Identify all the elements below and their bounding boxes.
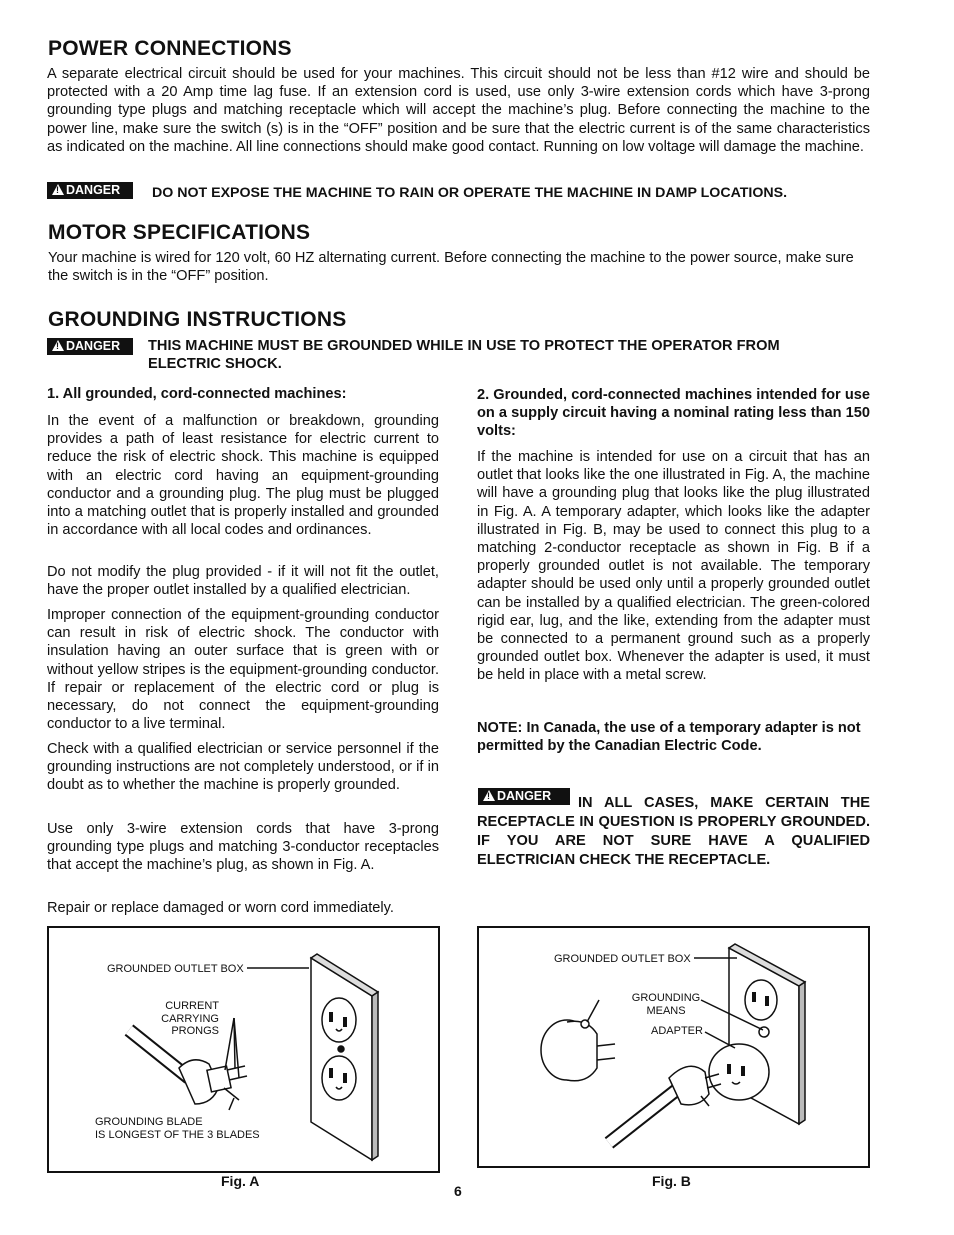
danger-badge-power [47, 182, 133, 199]
left-p6: Repair or replace damaged or worn cord immediately. [47, 900, 394, 916]
fig-a-caption: Fig. A [221, 1173, 260, 1189]
page-number: 6 [454, 1183, 462, 1199]
danger-label: DANGER [66, 183, 121, 197]
danger-label: DANGER [497, 789, 552, 803]
grounding-heading: GROUNDING INSTRUCTIONS [48, 308, 347, 331]
fig-b-grounding-means-label [629, 992, 703, 1017]
power-danger-text: DO NOT EXPOSE THE MACHINE TO RAIN OR OPERATE THE MACHINE IN DAMP LOCATIONS. [152, 185, 788, 201]
fig-b-outlet-box-label: GROUNDED OUTLET BOX [554, 953, 691, 965]
figure-b [477, 926, 870, 1168]
fig-a-prongs-line2: CARRYING [161, 1012, 219, 1025]
motor-heading: MOTOR SPECIFICATIONS [48, 221, 311, 244]
right-subheading: 2. Grounded, cord-connected machines intended for use on a supply circuit having a nominal rating less than 150 volts: [477, 387, 870, 440]
fig-b-means-line2: MEANS [646, 1004, 686, 1017]
fig-a-prongs-label [161, 1000, 219, 1038]
fig-a-blade-line1: GROUNDING BLADE [95, 1116, 203, 1128]
left-p3: Improper connection of the equipment-grounding conductor can result in risk of electric shock. The conductor with insulation having an outer surface that is green with or without yellow stripes is the equipment-grounding conductor. If repair or replacement of the electric cord or plug is necessary, do not connect the equipment-grounding conductor to a live terminal. [47, 607, 439, 733]
power-body: A separate electrical circuit should be used for your machines. This circuit should not be less than #12 wire and should be protected with a 20 Amp time lag fuse. If an extension cord is used, use only 3-wire extension cords which have 3-prong grounding type plugs and matching receptacle which will accept the machine’s plug. Before connecting the machine to the power line, make sure the switch (s) is in the “OFF” position and be sure that the electric current is of the same characteristics as indicated on the machine. All line connections should make good contact. Running on low voltage will damage the machine. [47, 66, 870, 155]
motor-body: Your machine is wired for 120 volt, 60 HZ alternating current. Before connecting the machine to the power source, make sure the switch is in the “OFF” position. [48, 250, 854, 285]
right-note: NOTE: In Canada, the use of a temporary adapter is not permitted by the Canadian Electric Code. [477, 720, 861, 755]
danger-label: DANGER [66, 339, 121, 353]
left-subheading: 1. All grounded, cord-connected machines: [47, 386, 347, 402]
fig-a-blade-line2: IS LONGEST OF THE 3 BLADES [95, 1128, 260, 1141]
left-p1: In the event of a malfunction or breakdown, grounding provides a path of least resistance for electric current to reduce the risk of electric shock. This machine is equipped with an electric cord having an equipment-grounding conductor and a grounding plug. The plug must be plugged into a matching outlet that is properly installed and grounded in accordance with all local codes and ordinances. [47, 413, 439, 539]
fig-b-adapter-label: ADAPTER [651, 1025, 703, 1037]
power-heading: POWER CONNECTIONS [48, 37, 292, 60]
grounding-danger-text: THIS MACHINE MUST BE GROUNDED WHILE IN USE TO PROTECT THE OPERATOR FROM ELECTRIC SHOCK. [148, 338, 780, 373]
warning-icon [52, 184, 64, 195]
warning-icon [52, 340, 64, 351]
fig-b-caption: Fig. B [652, 1173, 691, 1189]
fig-a-outlet-box-label: GROUNDED OUTLET BOX [107, 963, 244, 975]
fig-a-blade-label [95, 1116, 260, 1141]
left-p4: Check with a qualified electrician or service personnel if the grounding instructions are not completely understood, or if in doubt as to whether the machine is properly grounded. [47, 741, 439, 794]
fig-a-prongs-line1: CURRENT [165, 1000, 219, 1012]
figure-a [47, 926, 440, 1173]
right-p1: If the machine is intended for use on a circuit that has an outlet that looks like the one illustrated in Fig. A, the machine will have a grounding plug that looks like the plug illustrated in Fig. A. A temporary adapter, which looks like the adapter illustrated in Fig. B, may be used to connect this plug to a matching 2-conductor receptacle as shown in Fig. B if a properly grounded outlet is not available. The temporary adapter should be used only until a properly grounded outlet can be installed by a qualified electrician. The green-colored rigid ear, lug, and the like, extending from the adapter must be connected to a permanent ground such as a properly grounded outlet box. Whenever the adapter is used, it must be held in place with a metal screw. [477, 449, 870, 684]
left-p5: Use only 3-wire extension cords that have 3-prong grounding type plugs and matching 3-conductor receptacles that accept the machine’s plug, as shown in Fig. A. [47, 821, 439, 874]
left-p2: Do not modify the plug provided - if it will not fit the outlet, have the proper outlet installed by a qualified electrician. [47, 564, 439, 599]
fig-b-means-line1: GROUNDING [631, 992, 701, 1004]
danger-badge-grounding [47, 338, 133, 355]
receptacle-danger-text: IN ALL CASES, MAKE CERTAIN THE RECEPTACLE IN QUESTION IS PROPERLY GROUNDED. IF YOU ARE NOT SURE HAVE A QUALIFIED ELECTRICIAN CHECK THE RECEPTACLE. [477, 795, 870, 868]
fig-a-prongs-line3: PRONGS [171, 1025, 219, 1037]
